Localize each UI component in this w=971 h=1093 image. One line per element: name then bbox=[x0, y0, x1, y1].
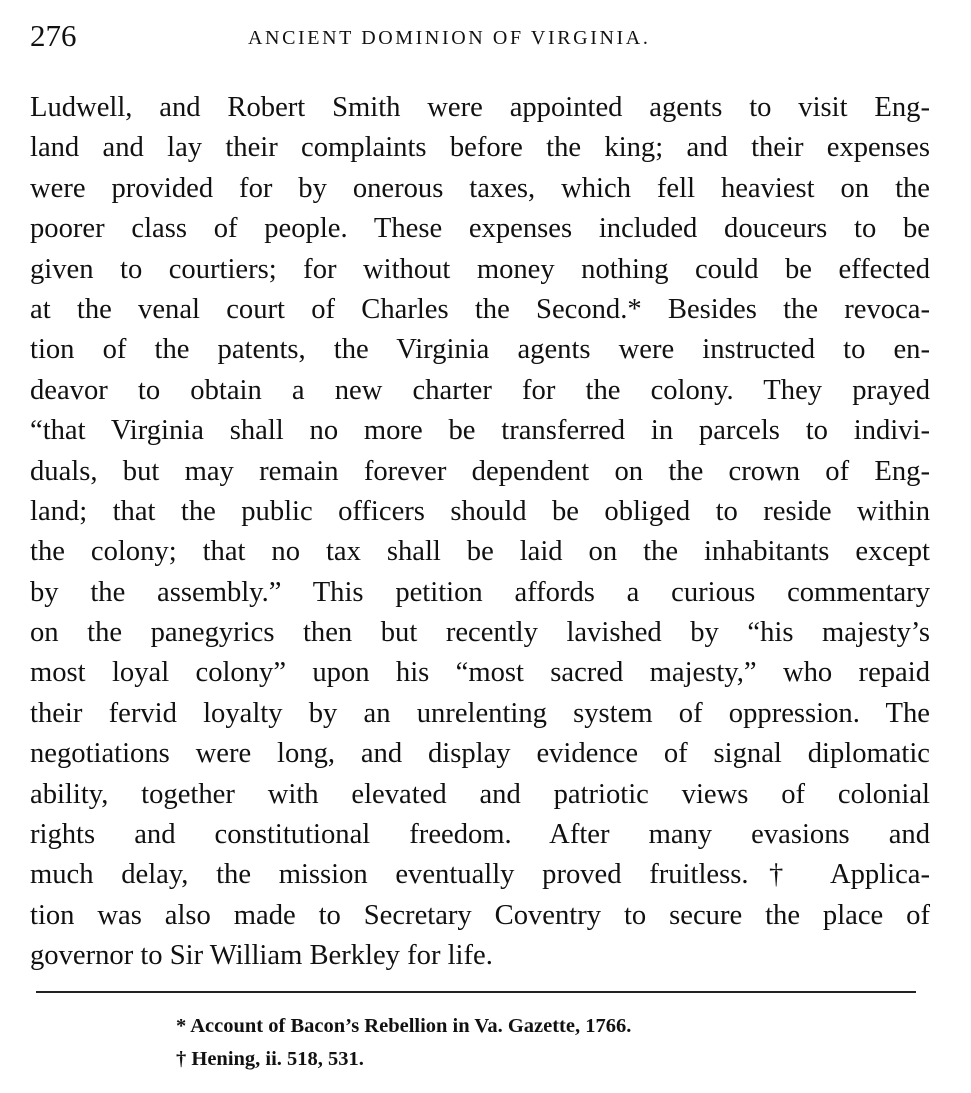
text-line: “that Virginia shall no more be transferred in parcels to indivi- bbox=[30, 415, 930, 447]
footnotes bbox=[176, 1010, 936, 1076]
text-line: were provided for by onerous taxes, which fell heaviest on the bbox=[30, 172, 930, 204]
text-line: the colony; that no tax shall be laid on the inhabitants except bbox=[30, 536, 930, 568]
running-title: ANCIENT DOMINION OF VIRGINIA. bbox=[248, 27, 651, 49]
body-paragraph bbox=[30, 88, 930, 977]
text-line: given to courtiers; for without money nothing could be effected bbox=[30, 253, 930, 285]
text-line: duals, but may remain forever dependent on the crown of Eng- bbox=[30, 455, 930, 487]
text-line: by the assembly.” This petition affords a curious commentary bbox=[30, 576, 930, 608]
text-line: tion of the patents, the Virginia agents were instructed to en- bbox=[30, 334, 930, 366]
text-line: deavor to obtain a new charter for the colony. They prayed bbox=[30, 374, 930, 406]
running-head bbox=[30, 16, 930, 56]
text-line: land; that the public officers should be obliged to reside within bbox=[30, 495, 930, 527]
text-line: much delay, the mission eventually proved fruitless.† Applica- bbox=[30, 859, 930, 891]
page-number: 276 bbox=[30, 18, 77, 53]
text-line: governor to Sir William Berkley for life. bbox=[30, 940, 493, 972]
text-line: Ludwell, and Robert Smith were appointed agents to visit Eng- bbox=[30, 92, 930, 123]
text-line: land and lay their complaints before the king; and their expenses bbox=[30, 132, 930, 164]
footnote-divider bbox=[36, 991, 916, 993]
text-line: ability, together with elevated and patriotic views of colonial bbox=[30, 778, 930, 810]
text-line: negotiations were long, and display evidence of signal diplomatic bbox=[30, 738, 930, 770]
text-line: poorer class of people. These expenses included douceurs to be bbox=[30, 213, 930, 245]
text-line: their fervid loyalty by an unrelenting system of oppression. The bbox=[30, 697, 930, 729]
footnote-dagger: † Hening, ii. 518, 531. bbox=[176, 1048, 364, 1070]
text-line: rights and constitutional freedom. After many evasions and bbox=[30, 819, 930, 851]
text-line: tion was also made to Secretary Coventry to secure the place of bbox=[30, 899, 930, 931]
text-line: most loyal colony” upon his “most sacred majesty,” who repaid bbox=[30, 657, 930, 689]
text-line: on the panegyrics then but recently lavished by “his majesty’s bbox=[30, 617, 930, 649]
text-line: at the venal court of Charles the Second.* Besides the revoca- bbox=[30, 293, 930, 325]
footnote-asterisk: * Account of Bacon’s Rebellion in Va. Gazette, 1766. bbox=[176, 1015, 632, 1037]
